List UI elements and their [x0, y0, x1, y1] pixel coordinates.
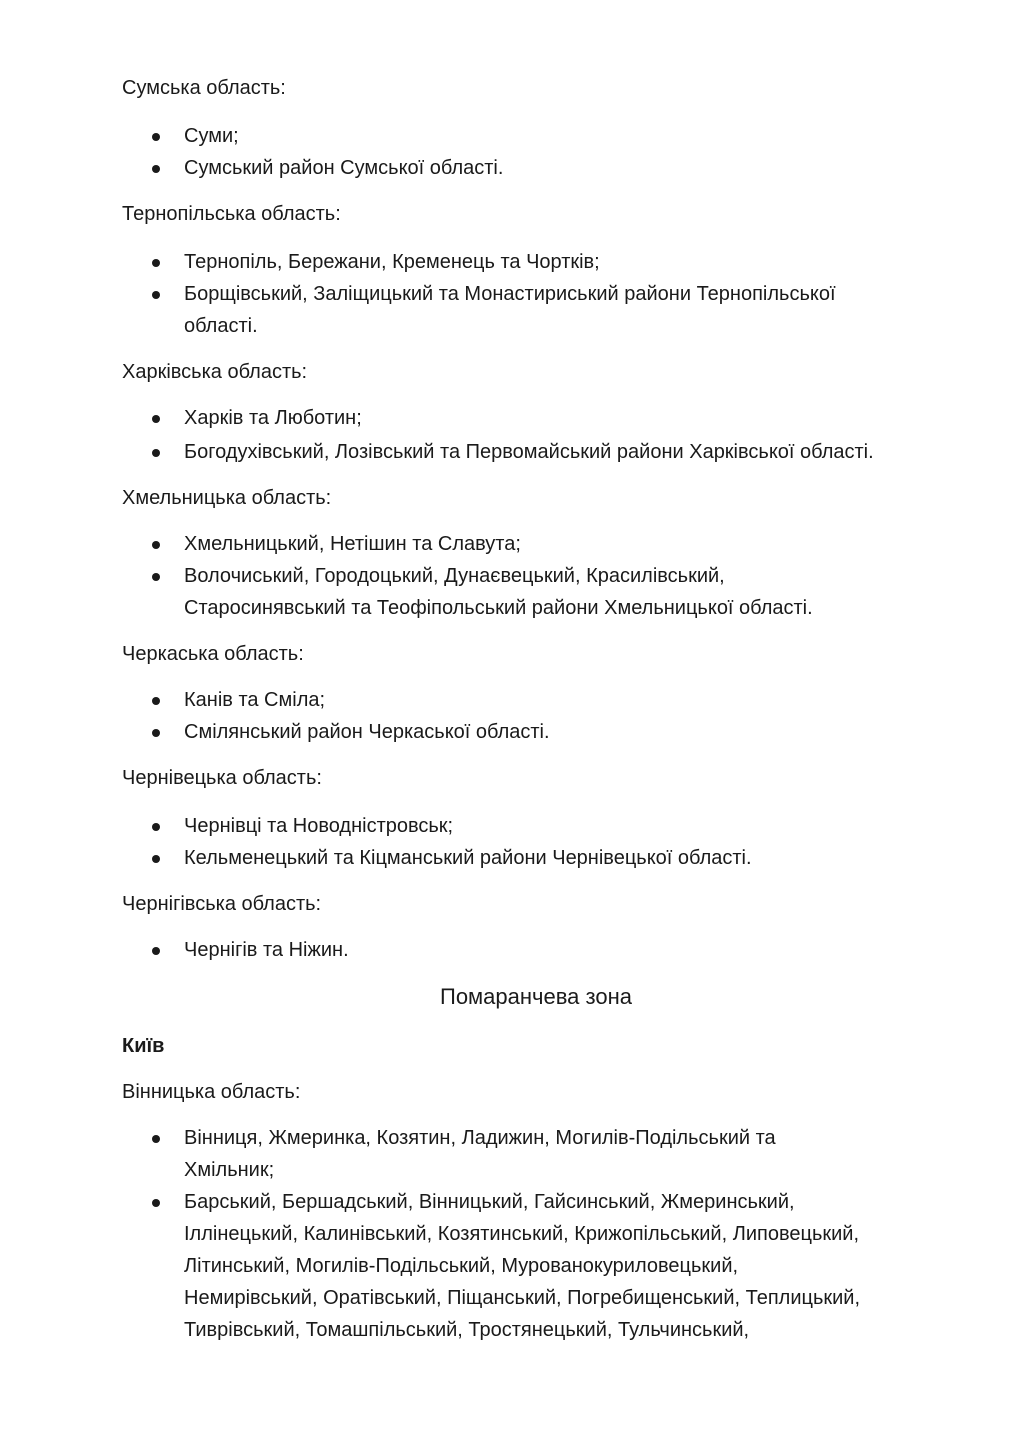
list-item-text: Хмільник;	[184, 1159, 275, 1181]
region-heading-vinnytsia: Вінницька область:	[122, 1081, 301, 1103]
list-item-text: Смілянський район Черкаської області.	[184, 721, 550, 743]
bullet-icon	[152, 947, 160, 955]
list-item-text: Вінниця, Жмеринка, Козятин, Ладижин, Могилів-Подільський та	[184, 1127, 776, 1149]
list-item-text: Старосинявський та Теофіпольський райони Хмельницької області.	[184, 597, 813, 619]
bullet-icon	[152, 133, 160, 141]
region-heading-chernivtsi: Чернівецька область:	[122, 767, 322, 789]
list-item-text: Чернігів та Ніжин.	[184, 939, 349, 961]
list-item-text: Борщівський, Заліщицький та Монастириський райони Тернопільської	[184, 283, 836, 305]
bullet-icon	[152, 449, 160, 457]
bullet-icon	[152, 541, 160, 549]
list-item-text: Канів та Сміла;	[184, 689, 326, 711]
list-item-text: Барський, Бершадський, Вінницький, Гайсинський, Жмеринський,	[184, 1191, 795, 1213]
bullet-icon	[152, 415, 160, 423]
list-item-text: Іллінецький, Калинівський, Козятинський, Крижопільський, Липовецький,	[184, 1223, 860, 1245]
bullet-icon	[152, 259, 160, 267]
region-heading-chernihiv: Чернігівська область:	[122, 893, 322, 915]
bullet-icon	[152, 729, 160, 737]
list-item-text: Кельменецький та Кіцманський райони Чернівецької області.	[184, 847, 752, 869]
list-item-text: Тиврівський, Томашпільський, Тростянецький, Тульчинський,	[184, 1319, 750, 1341]
bullet-icon	[152, 1135, 160, 1143]
bullet-icon	[152, 823, 160, 831]
list-item-text: Волочиський, Городоцький, Дунаєвецький, Красилівський,	[184, 565, 725, 587]
list-item-text: Літинський, Могилів-Подільський, Мурованокуриловецький,	[184, 1255, 739, 1277]
bullet-icon	[152, 573, 160, 581]
list-item-text: Хмельницький, Нетішин та Славута;	[184, 533, 521, 555]
region-heading-sumy: Сумська область:	[122, 77, 286, 99]
zone-heading: Помаранчева зона	[440, 984, 632, 1009]
region-heading-khmelnytskyi: Хмельницька область:	[122, 487, 332, 509]
list-item-text: Богодухівський, Лозівський та Первомайський райони Харківської області.	[184, 441, 874, 463]
list-item-text: Немирівський, Оратівський, Піщанський, Погребищенський, Теплицький,	[184, 1287, 861, 1309]
city-heading: Київ	[122, 1035, 165, 1057]
bullet-icon	[152, 855, 160, 863]
list-item-text: Суми;	[184, 125, 239, 147]
bullet-icon	[152, 165, 160, 173]
bullet-icon	[152, 697, 160, 705]
bullet-icon	[152, 1199, 160, 1207]
list-item-text: Тернопіль, Бережани, Кременець та Чортків;	[184, 251, 600, 273]
list-item-text: Чернівці та Новодністровськ;	[184, 815, 454, 837]
list-item-text: області.	[184, 315, 258, 337]
list-item-text: Сумський район Сумської області.	[184, 157, 504, 179]
region-heading-kharkiv: Харківська область:	[122, 361, 308, 383]
list-item-text: Харків та Люботин;	[184, 407, 362, 429]
region-heading-cherkasy: Черкаська область:	[122, 643, 304, 665]
bullet-icon	[152, 291, 160, 299]
region-heading-ternopil: Тернопільська область:	[122, 203, 341, 225]
